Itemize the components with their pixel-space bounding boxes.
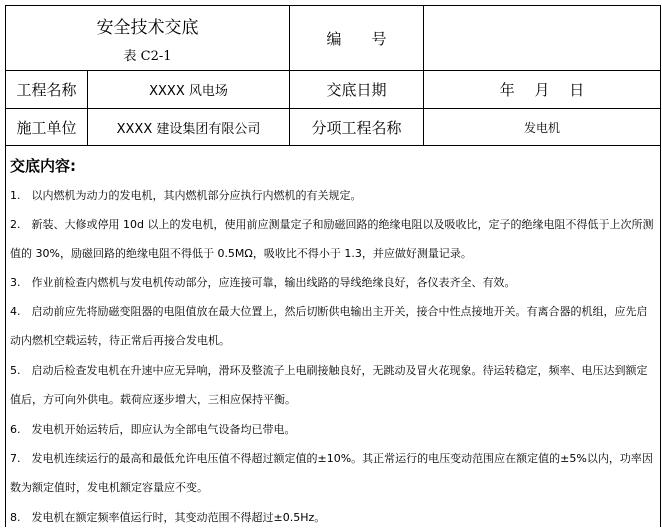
handover-date-label: 交底日期 bbox=[326, 81, 387, 99]
number-value bbox=[424, 6, 660, 70]
form-title: 安全技术交底 bbox=[96, 17, 199, 38]
content-item-8: 8. 发电机在额定频率值运行时，其变动范围不得超过±0.5Hz。 bbox=[10, 511, 326, 524]
number-label: 编 号 bbox=[326, 29, 387, 48]
handover-date-value: 年 月 日 bbox=[499, 81, 585, 99]
contractor-label: 施工单位 bbox=[16, 118, 77, 137]
content-item-2: 2. 新装、大修或停用 10d 以上的发电机，使用前应测量定子和励磁回路的绝缘电阻以及吸收比，定子的绝缘电阻不得低于上次所测值的 30%，励磁回路的绝缘电阻不得低于 0.5MΩ，吸收比不得小于 1.3，并应做好测量记录。 bbox=[10, 218, 654, 260]
project-name-value: XXXX 风电场 bbox=[149, 84, 228, 99]
content-item-6: 6. 发电机开始运转后，即应认为全部电气设备均已带电。 bbox=[10, 423, 296, 436]
content-item-5: 5. 启动后检查发电机在升速中应无异响，滑环及整流子上电刷接触良好，无跳动及冒火花现象。待运转稳定，频率、电压达到额定值后，方可向外供电。载荷应逐步增大，三相应保持平衡。 bbox=[10, 364, 648, 406]
content-item-7: 7. 发电机连续运行的最高和最低允许电压值不得超过额定值的±10%。其正常运行的电压变动范围应在额定值的±5%以内，功率因数为额定值时，发电机额定容量应不变。 bbox=[10, 452, 653, 494]
table-border-right bbox=[660, 5, 661, 527]
form-code: 表 C2-1 bbox=[123, 48, 172, 64]
table-rule-3 bbox=[5, 145, 661, 146]
contractor-value: XXXX 建设集团有限公司 bbox=[116, 121, 261, 137]
content-item-3: 3. 作业前检查内燃机与发电机传动部分，应连接可靠，输出线路的导线绝缘良好，各仪表齐全、有效。 bbox=[10, 276, 516, 289]
subproject-label: 分项工程名称 bbox=[311, 118, 402, 137]
content-heading: 交底内容: bbox=[10, 157, 76, 175]
content-item-4: 4. 启动前应先将励磁变阻器的电阻值放在最大位置上，然后切断供电输出主开关，接合中性点接地开关。有离合器的机组，应先启动内燃机空载运转，待正常后再接合发电机。 bbox=[10, 305, 648, 347]
content-item-1: 1. 以内燃机为动力的发电机，其内燃机部分应执行内燃机的有关规定。 bbox=[10, 189, 362, 202]
subproject-value: 发电机 bbox=[523, 120, 560, 135]
project-name-label: 工程名称 bbox=[16, 81, 77, 99]
